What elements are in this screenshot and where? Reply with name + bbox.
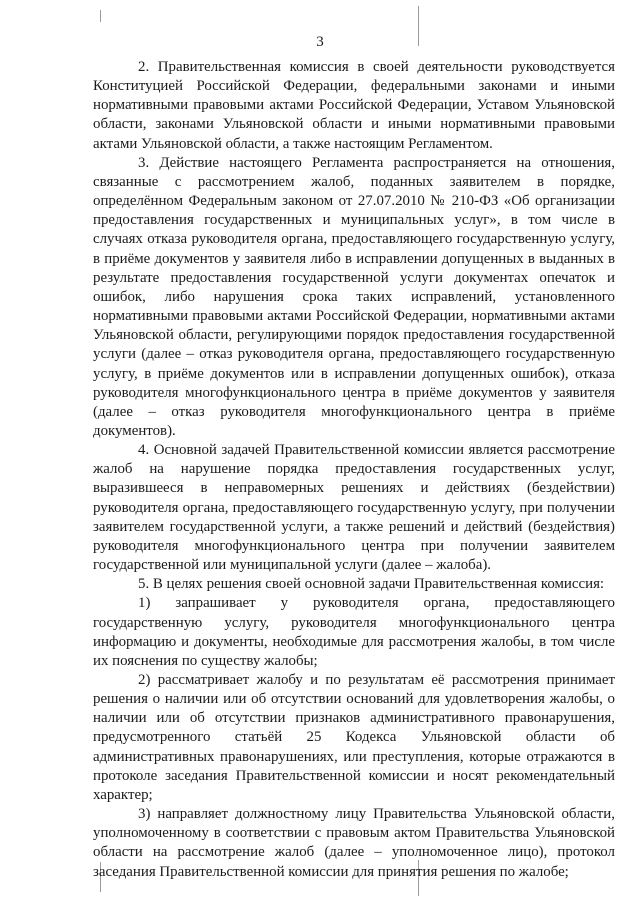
paragraph-3-scope: 3. Действие настоящего Регламента распространяется на отношения, связанные с рассмотрением жалоб, поданных заявителем в порядке, определённом Федеральным законом от 27.07.2010 № 210-ФЗ «Об организации предоставления государственных и муниципальных услуг», в том числе в случаях отказа руководителя органа, предоставляющего государственную услугу, в приёме документов у заявителя либо в исправлении допущенных в выданных в результате предоставления государственной услуги документах опечаток и ошибок, либо нарушения срока таких исправлений, установленного нормативными правовыми актами Российской Федерации, нормативными актами Ульяновской области, регулирующими порядок предоставления государственной услуги (далее – отказ руководителя органа, предоставляющего государственную услугу, в приёме документов или в исправлении допущенных ошибок), отказа руководителя многофункционального центра в приёме документов у заявителя (далее – отказ руководителя многофункционального центра в приёме документов). <box>93 154 615 439</box>
scan-mark-top-left <box>100 10 101 22</box>
document-body <box>93 58 615 882</box>
paragraph-2-governing-law: 2. Правительственная комиссия в своей деятельности руководствуется Конституцией Российской Федерации, федеральными законами и иными нормативными правовыми актами Российской Федерации, Уставом Ульяновской области, законами Ульяновской области и иными нормативными правовыми актами Ульяновской области, а также настоящим Регламентом. <box>93 59 615 152</box>
paragraph-4-main-task: 4. Основной задачей Правительственной комиссии является рассмотрение жалоб на нарушение порядка предоставления государственных услуг, выразившееся в неправомерных решениях и действиях (бездействии) руководителя органа, предоставляющего государственную услугу, при получении заявителем государственной услуги, а также решений и действий (бездействия) руководителя многофункционального центра при получении заявителем государственной или муниципальной услуги (далее – жалоба). <box>93 442 615 574</box>
page-number: 3 <box>316 34 324 50</box>
list-item-2-reviews: 2) рассматривает жалобу и по результатам её рассмотрения принимает решения о наличии или об отсутствии оснований для удовлетворения жалобы, о наличии или об отсутствии признаков административного правонарушения, предусмотренного статьёй 25 Кодекса Ульяновской области об административных правонарушениях, или преступления, которые отражаются в протоколе заседания Правительственной комиссии и носят рекомендательный характер; <box>93 672 615 803</box>
list-item-3-sends: 3) направляет должностному лицу Правительства Ульяновской области, уполномоченному в соответствии с правовым актом Правительства Ульяновской области на рассмотрение жалоб (далее – уполномоченное лицо), протокол заседания Правительственной комиссии для принятия решения по жалобе; <box>93 806 615 880</box>
paragraph-5-intro: 5. В целях решения своей основной задачи Правительственная комиссия: <box>138 576 605 593</box>
list-item-1-requests: 1) запрашивает у руководителя органа, предоставляющего государственную услугу, руководителя многофункционального центра информацию и документы, необходимые для рассмотрения жалобы, в том числе их пояснения по существу жалобы; <box>93 595 615 669</box>
